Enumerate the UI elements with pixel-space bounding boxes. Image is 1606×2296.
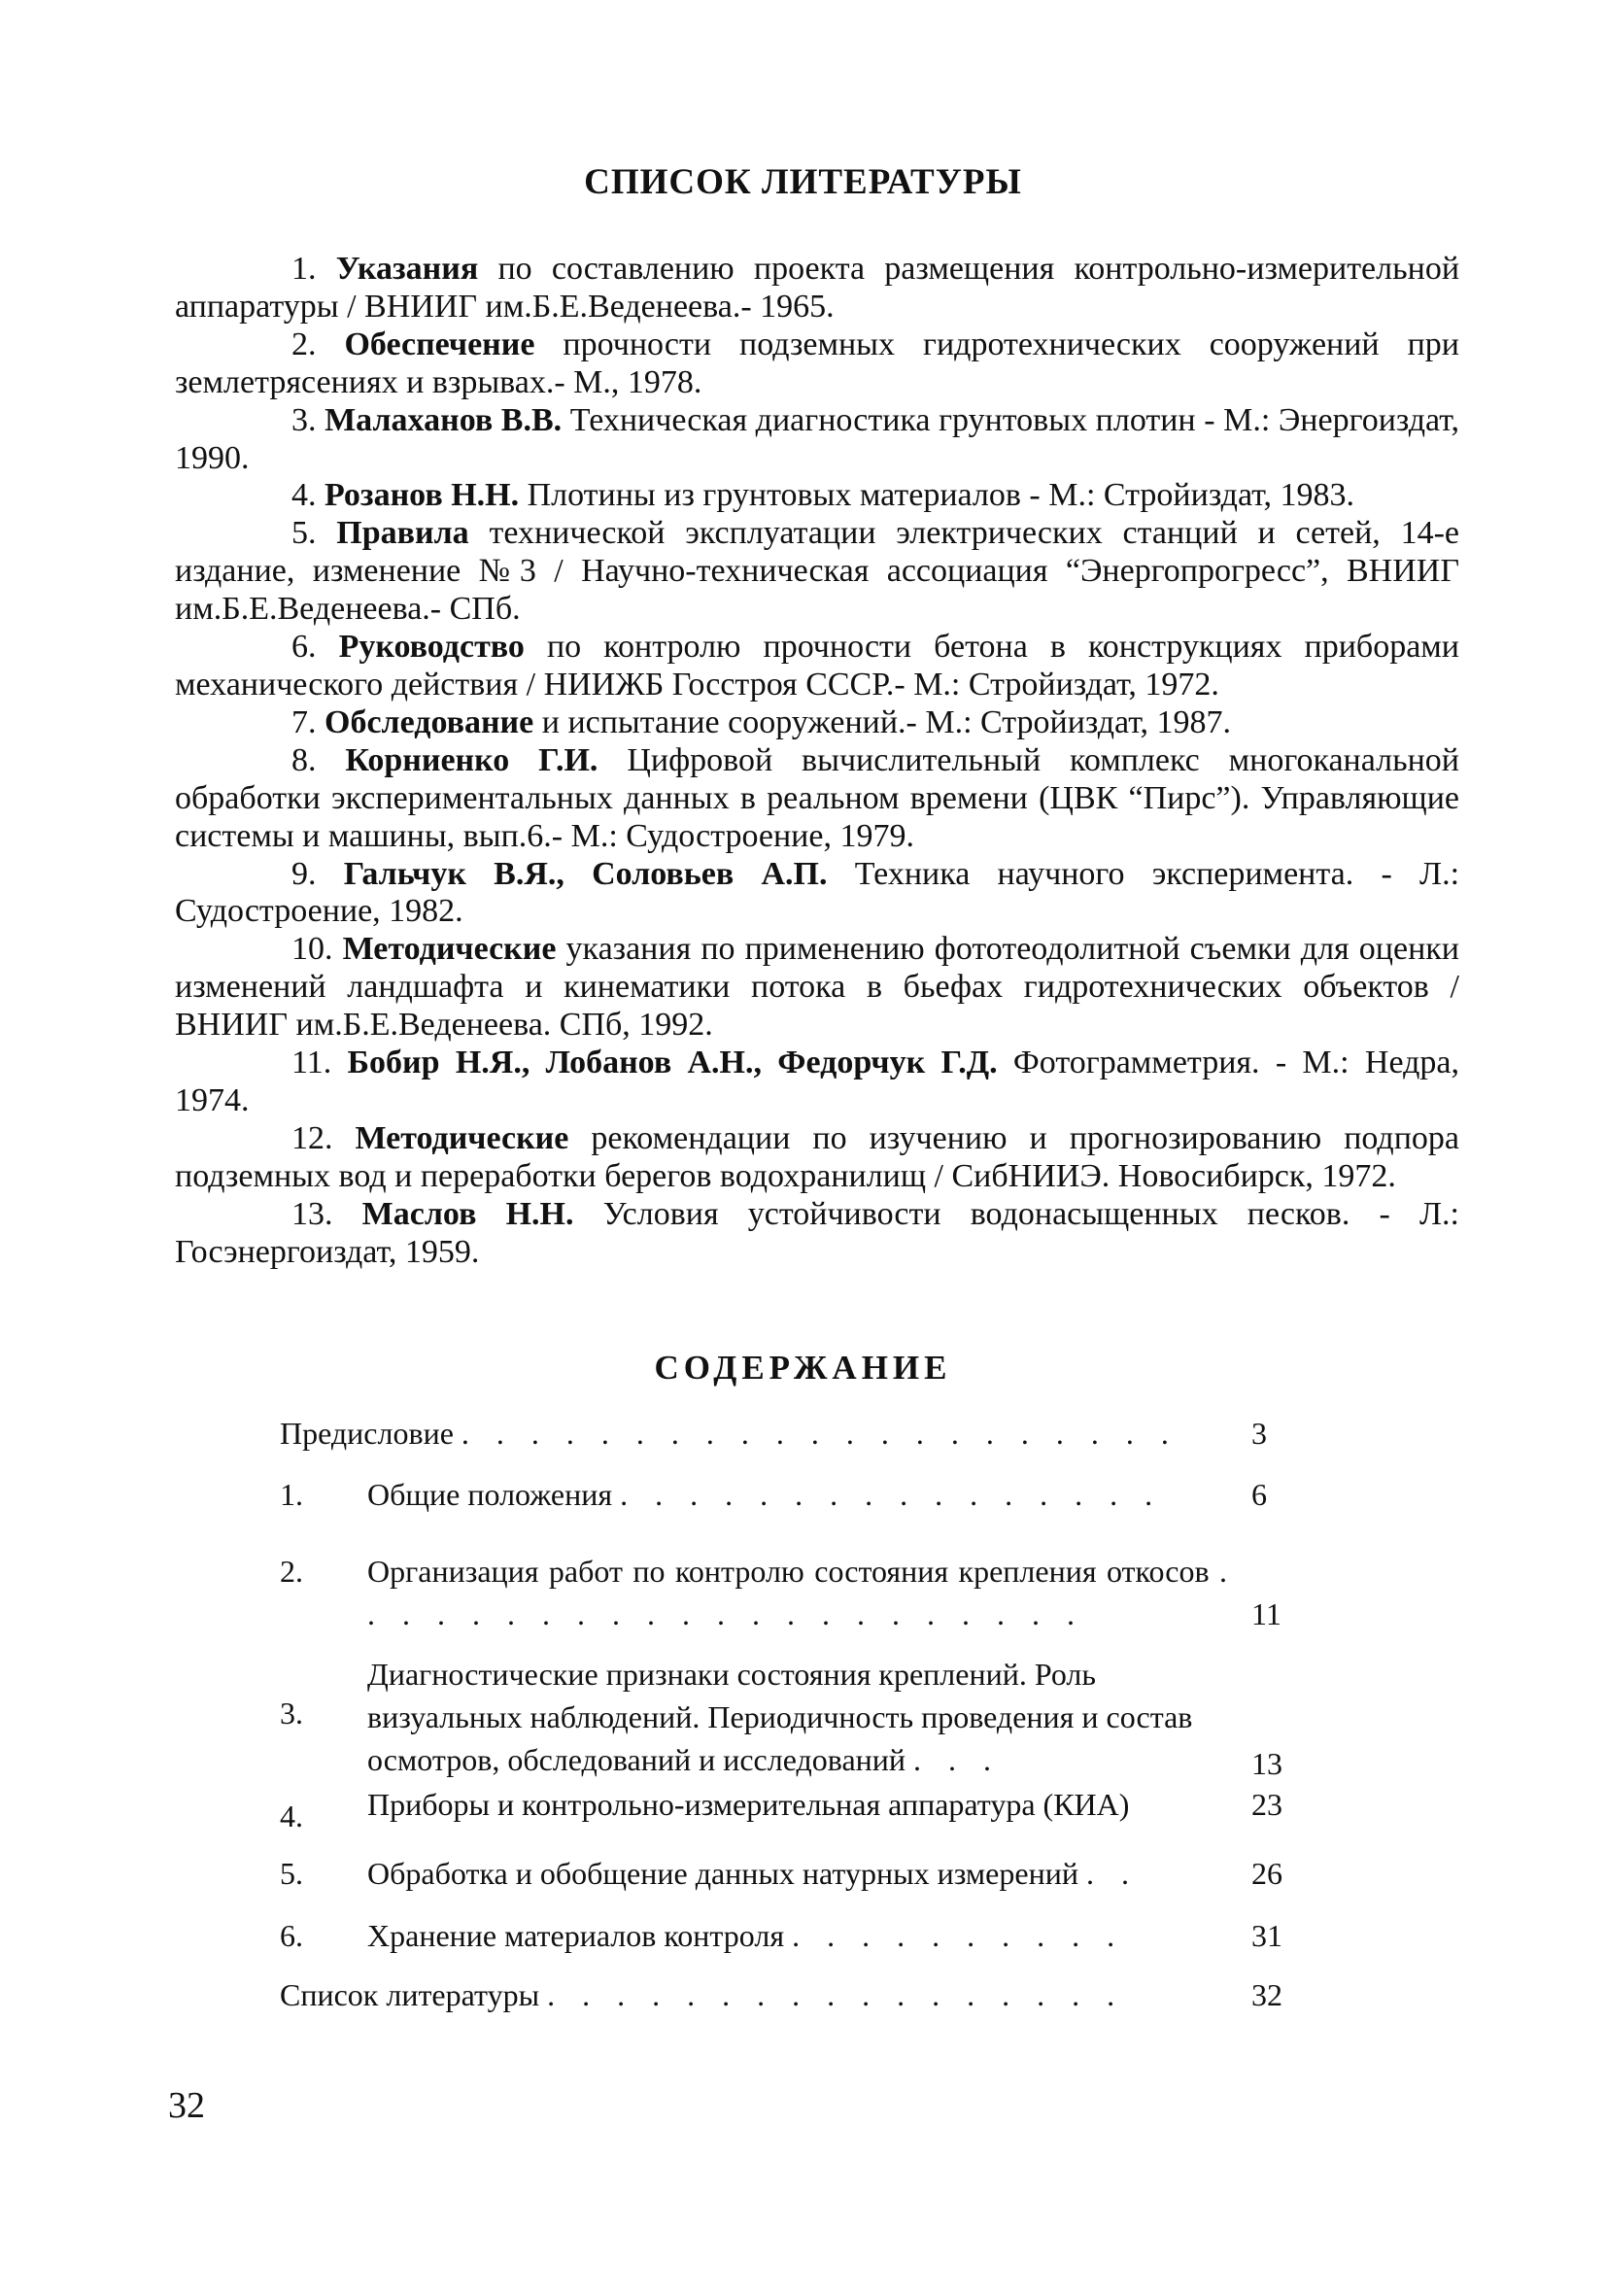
reference-number: 13. (291, 1195, 333, 1232)
reference-text: указания по применению фототеодолитной съемки для оценки изменений ландшафта и кинематики потока в бьефах гидротехнических объектов / ВНИИГ им.Б.Е.Веденеева. СПб, 1992. (175, 931, 1459, 1044)
reference-item (175, 629, 1459, 704)
reference-text: прочности подземных гидротехнических сооружений при землетрясениях и взрывах.- М., 1978. (175, 326, 1459, 400)
reference-author: Маслов Н.Н. (361, 1195, 574, 1232)
reference-text: Техническая диагностика грунтовых плотин - М.: Энергоиздат, 1990. (175, 401, 1460, 476)
toc-entry-title: Предисловие (280, 1416, 454, 1451)
toc-leader-dots: . . . (913, 1742, 1002, 1777)
reference-item (175, 704, 1459, 742)
toc-entry-title: Обработка и обобщение данных натурных измерений (367, 1856, 1078, 1891)
toc-page-number: 11 (1251, 1596, 1281, 1631)
reference-item (175, 1196, 1459, 1272)
reference-item (175, 251, 1459, 326)
reference-item (175, 402, 1459, 478)
reference-author: Руководство (338, 629, 525, 666)
reference-author: Указания (335, 251, 479, 287)
toc-entry-title: Общие положения (367, 1477, 613, 1512)
reference-text: Условия устойчивости водонасыщенных песков. - Л.: Госэнергоиздат, 1959. (175, 1195, 1459, 1270)
toc-leader-dots: . . . . . . . . . . . . . . . . . . . . . (461, 1416, 1179, 1451)
reference-number: 12. (291, 1119, 333, 1156)
reference-item (175, 742, 1459, 856)
toc-leader-dots: . . (1085, 1856, 1139, 1891)
toc-entry-text (367, 1852, 1237, 1895)
reference-author: Малаханов В.В. (325, 401, 563, 438)
toc-entry-title: Диагностические признаки состояния креплений. Роль визуальных наблюдений. Периодичность проведения и состав осмотров, обследований и исследований (367, 1657, 1193, 1777)
reference-item (175, 856, 1459, 932)
toc-leader-dots: . . . . . . . . . . . . . . . . . (547, 1977, 1125, 2012)
reference-item (175, 1045, 1459, 1120)
reference-author: Корниенко Г.И. (345, 741, 598, 778)
reference-author: Методические (342, 931, 557, 968)
reference-text: и испытание сооружений.- М.: Стройиздат, 1987. (533, 703, 1232, 740)
toc-entry-text (280, 1973, 1237, 2016)
reference-item (175, 477, 1459, 515)
toc-page-number: 26 (1251, 1856, 1282, 1891)
toc-entry-number: 5. (280, 1856, 303, 1891)
reference-text: по составлению проекта размещения контрольно-измерительной аппаратуры / ВНИИГ им.Б.Е.Веденеева.- 1965. (175, 251, 1460, 325)
toc-entry-title: Приборы и контрольно-измерительная аппаратура (КИА) (367, 1787, 1130, 1822)
reference-number: 6. (291, 629, 317, 666)
reference-author: Гальчук В.Я., Соловьев А.П. (343, 855, 828, 892)
toc-entry-number: 4. (280, 1799, 303, 1833)
toc-page-number: 6 (1251, 1477, 1267, 1512)
reference-text: технической эксплуатации электрических станций и сетей, 14-е издание, изменение №3 / Научно-техническая ассоциация “Энергопрогресс”, ВНИИГ им.Б.Е.Веденеева.- СПб. (175, 515, 1459, 628)
toc-entry-number: 6. (280, 1918, 303, 1953)
toc-entry-number: 1. (280, 1477, 303, 1512)
reference-text: Техника научного эксперимента. - Л.: Судостроение, 1982. (175, 855, 1460, 930)
reference-number: 7. (291, 703, 317, 740)
reference-item (175, 931, 1459, 1045)
reference-text: Цифровой вычислительный комплекс многоканальной обработки экспериментальных данных в реальном времени (ЦВК “Пирс”). Управляющие системы и машины, вып.6.- М.: Судостроение, 1979. (175, 741, 1459, 854)
reference-author: Бобир Н.Я., Лобанов А.Н., Федорчук Г.Д. (347, 1045, 998, 1081)
toc-leader-dots: . . . . . . . . . . (792, 1918, 1125, 1953)
toc-leader-dots: . . . . . . . . . . . . . . . . . . . . . . (367, 1554, 1238, 1631)
toc-page-number: 31 (1251, 1918, 1282, 1953)
reference-text: Плотины из грунтовых материалов - М.: Стройиздат, 1983. (519, 477, 1354, 514)
reference-author: Методические (355, 1119, 569, 1156)
toc-page-number: 32 (1251, 1977, 1282, 2012)
reference-item (175, 515, 1459, 629)
toc-page-number: 3 (1251, 1416, 1267, 1451)
reference-text: по контролю прочности бетона в конструкциях приборами механического действия / НИИЖБ Госстроя СССР.- М.: Стройиздат, 1972. (175, 629, 1459, 703)
reference-number: 5. (291, 515, 317, 552)
reference-number: 2. (291, 326, 317, 362)
reference-author: Правила (336, 515, 469, 552)
reference-number: 8. (291, 741, 317, 778)
reference-text: рекомендации по изучению и прогнозированию подпора подземных вод и переработки берегов водохранилищ / СибНИИЭ. Новосибирск, 1972. (175, 1119, 1459, 1194)
reference-text: Фотограмметрия. - М.: Недра, 1974. (175, 1045, 1459, 1118)
toc-entry-title: Хранение материалов контроля (367, 1918, 785, 1953)
toc-leader-dots: . . . . . . . . . . . . . . . . (620, 1477, 1163, 1512)
contents-title: СОДЕРЖАНИЕ (654, 1349, 952, 1387)
reference-number: 11. (291, 1045, 332, 1081)
reference-number: 9. (291, 855, 317, 892)
toc-entry-text (367, 1473, 1237, 1516)
reference-number: 1. (291, 251, 317, 287)
toc-entry-title: Организация работ по контролю состояния крепления откосов (367, 1554, 1210, 1589)
references-list (175, 251, 1459, 1271)
toc-entry-text (367, 1914, 1237, 1957)
toc-page-number: 23 (1251, 1787, 1282, 1822)
page-number: 32 (168, 2085, 205, 2126)
toc-entry-text (367, 1783, 1237, 1826)
reference-number: 3. (291, 401, 317, 438)
reference-number: 4. (291, 477, 317, 514)
reference-author: Обследование (325, 703, 534, 740)
references-title: СПИСОК ЛИТЕРАТУРЫ (584, 162, 1022, 202)
toc-entry-text (367, 1653, 1237, 1781)
reference-number: 10. (291, 931, 333, 968)
reference-author: Обеспечение (344, 326, 535, 362)
toc-entry-text (280, 1412, 1237, 1455)
toc-page-number: 13 (1251, 1746, 1282, 1781)
toc-entry-title: Список литературы (280, 1977, 540, 2012)
toc-entry-number: 3. (280, 1696, 303, 1731)
reference-author: Розанов Н.Н. (325, 477, 520, 514)
toc-entry-number: 2. (280, 1554, 303, 1589)
reference-item (175, 326, 1459, 402)
reference-item (175, 1120, 1459, 1196)
toc-entry-text (367, 1550, 1237, 1635)
